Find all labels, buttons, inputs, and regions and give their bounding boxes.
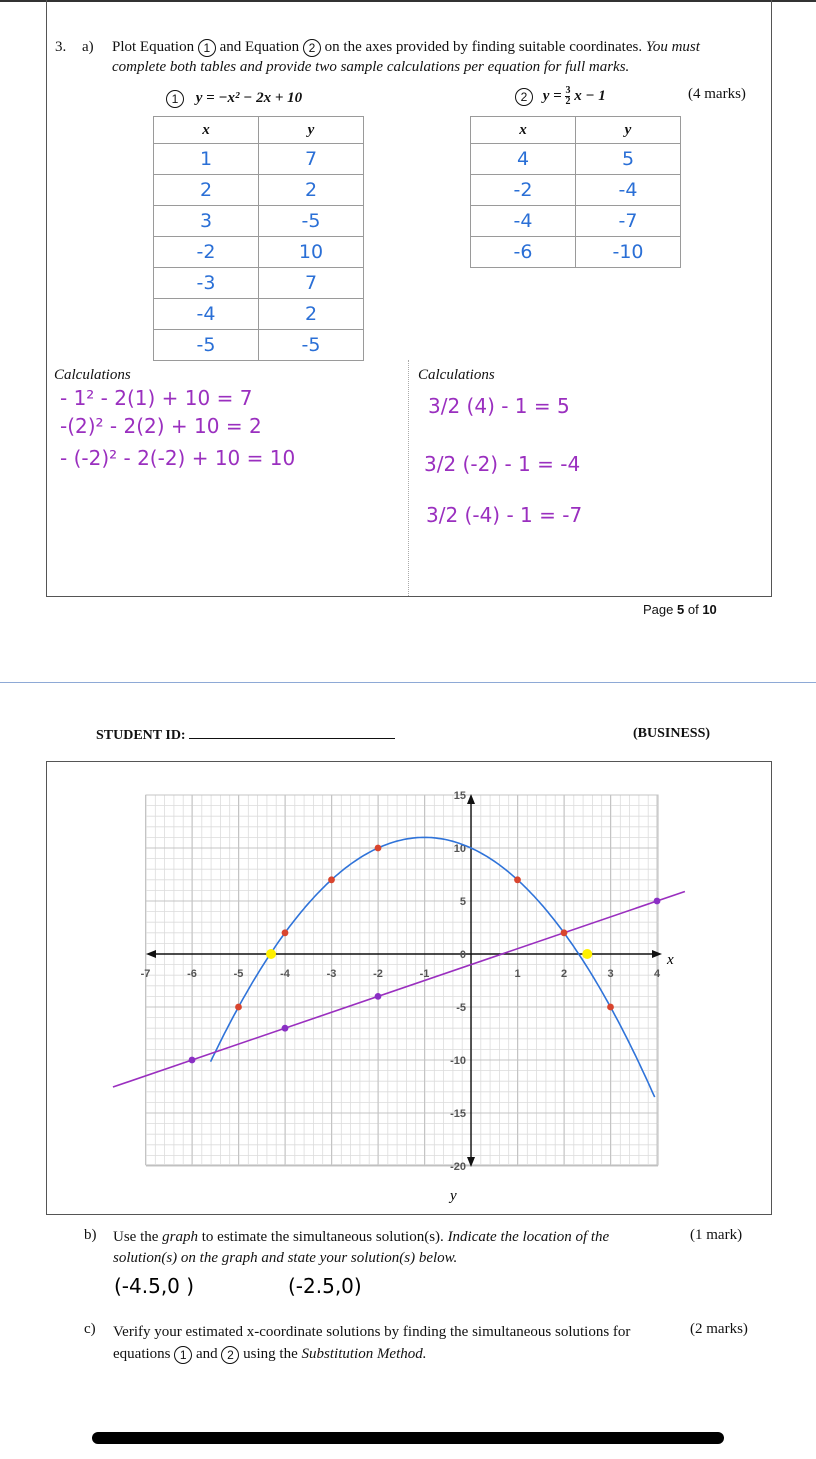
- part-b-text: [113, 1227, 673, 1269]
- table-eq2-header-y: y: [576, 117, 681, 144]
- marks-a: (4 marks): [688, 86, 746, 102]
- page-number: 5: [677, 602, 685, 617]
- eq2-equation-suffix: x − 1: [574, 87, 606, 104]
- part-b-answer-1: (-4.5,0 ): [114, 1274, 195, 1298]
- x-tick-label: -5: [233, 968, 244, 980]
- table1-cell-y: -5: [259, 206, 364, 237]
- part-c-text: [113, 1321, 673, 1365]
- part-b-graph-word: graph: [162, 1229, 198, 1245]
- calc-label-right: Calculations: [418, 367, 495, 383]
- part-a-text-1: Plot Equation: [112, 39, 195, 55]
- table1-cell-x: -4: [154, 299, 259, 330]
- calc-left-2: -(2)² - 2(2) + 10 = 2: [60, 414, 262, 438]
- eq2-frac-den: 2: [565, 96, 571, 107]
- x-tick-label: 4: [653, 968, 661, 980]
- calc-left-3: - (-2)² - 2(-2) + 10 = 10: [60, 446, 296, 470]
- x-tick-label: -4: [280, 968, 290, 980]
- parabola-point: [328, 876, 335, 883]
- y-tick-label: -15: [450, 1108, 466, 1120]
- table-eq2-header-x: x: [471, 117, 576, 144]
- x-tick-label: -6: [187, 968, 197, 980]
- y-tick-label: 5: [459, 896, 466, 908]
- part-b-text-1: Use the: [113, 1229, 159, 1245]
- calc-right-1: 3/2 (4) - 1 = 5: [428, 394, 570, 418]
- eq2-heading-circle: 2: [515, 88, 533, 106]
- table1-cell-y: 7: [259, 144, 364, 175]
- eq1-heading-circle: 1: [166, 90, 184, 108]
- parabola-point: [514, 876, 521, 883]
- line-point: [282, 1025, 289, 1032]
- part-c-method: Substitution Method.: [301, 1346, 427, 1362]
- x-tick-label: -7: [140, 968, 151, 980]
- part-c-eq2-circle: 2: [221, 1346, 239, 1364]
- table2-cell-x: -2: [471, 175, 576, 206]
- table2-cell-y: -4: [576, 175, 681, 206]
- x-tick-label: -3: [326, 968, 337, 980]
- table2-cell-x: -6: [471, 237, 576, 268]
- table1-cell-y: -5: [259, 330, 364, 361]
- page-total: 10: [702, 602, 717, 617]
- x-axis-label: x: [667, 952, 674, 968]
- part-b-marks: (1 mark): [690, 1227, 743, 1243]
- table1-cell-x: -2: [154, 237, 259, 268]
- graph-grid-frame: [146, 795, 658, 1165]
- calc-right-3: 3/2 (-4) - 1 = -7: [426, 503, 583, 527]
- table-eq1-header-y: y: [259, 117, 364, 144]
- eq2-circle: 2: [303, 39, 321, 57]
- y-tick-label: 15: [453, 790, 466, 802]
- calc-right-2: 3/2 (-2) - 1 = -4: [424, 452, 581, 476]
- x-tick-label: 2: [560, 968, 568, 980]
- table1-cell-x: -3: [154, 268, 259, 299]
- part-c-marks: (2 marks): [690, 1321, 748, 1337]
- part-b-text-2: to estimate the simultaneous solution(s).: [201, 1229, 444, 1245]
- eq1-circle: 1: [198, 39, 216, 57]
- table2-cell-y: -7: [576, 206, 681, 237]
- part-c-text-1: Verify your estimated x-coordinate solutions by finding the simultaneous solutions for equations: [113, 1324, 631, 1362]
- part-c-and: and: [196, 1346, 218, 1362]
- part-a-instructions: You must complete both tables and provide two sample calculations per equation for full marks.: [112, 39, 700, 75]
- solution-point: [266, 949, 276, 959]
- eq2-equation-prefix: y =: [542, 87, 562, 104]
- calc-left-1: - 1² - 2(1) + 10 = 7: [60, 386, 253, 410]
- table1-cell-y: 7: [259, 268, 364, 299]
- y-tick-label: -20: [450, 1161, 466, 1173]
- eq2-frac-num: 3: [565, 85, 571, 96]
- table1-cell-y: 2: [259, 175, 364, 206]
- bottom-scroll-bar[interactable]: [92, 1432, 724, 1444]
- solution-point: [582, 949, 592, 959]
- table1-cell-x: 3: [154, 206, 259, 237]
- table1-cell-x: 2: [154, 175, 259, 206]
- y-tick-label: -5: [456, 1002, 466, 1014]
- page-prefix: Page: [643, 602, 674, 617]
- table2-cell-y: 5: [576, 144, 681, 175]
- table1-cell-y: 2: [259, 299, 364, 330]
- part-b-answer-2: (-2.5,0): [288, 1274, 362, 1298]
- y-tick-label: -10: [450, 1055, 466, 1067]
- line-point: [189, 1057, 196, 1064]
- part-a-text-2: on the axes provided by finding suitable coordinates.: [324, 39, 643, 55]
- x-tick-label: -2: [373, 968, 383, 980]
- student-id-text: STUDENT ID:: [96, 728, 186, 743]
- table1-cell-x: 1: [154, 144, 259, 175]
- part-c-label: c): [84, 1321, 96, 1337]
- table2-cell-x: -4: [471, 206, 576, 237]
- line-point: [654, 898, 661, 905]
- table2-cell-y: -10: [576, 237, 681, 268]
- table2-cell-x: 4: [471, 144, 576, 175]
- y-axis-label: y: [450, 1188, 457, 1204]
- parabola-point: [375, 845, 382, 852]
- calc-label-left: Calculations: [54, 367, 131, 383]
- part-c-eq1-circle: 1: [174, 1346, 192, 1364]
- table-eq1-header-x: x: [154, 117, 259, 144]
- page-of: of: [687, 602, 699, 617]
- business-label: (BUSINESS): [633, 726, 711, 741]
- y-tick-label: 0: [459, 949, 466, 961]
- x-tick-label: -1: [419, 968, 430, 980]
- parabola-point: [607, 1004, 614, 1011]
- part-c-text-2: using the: [243, 1346, 298, 1362]
- x-tick-label: 1: [514, 968, 521, 980]
- parabola-point: [282, 929, 289, 936]
- part-b-instructions: Indicate the location of the solution(s) on the graph and state your solution(s) below.: [113, 1229, 610, 1266]
- x-tick-label: 3: [607, 968, 614, 980]
- part-a-label: a): [82, 39, 94, 55]
- y-tick-label: 10: [453, 843, 466, 855]
- part-b-label: b): [84, 1227, 97, 1243]
- table1-cell-y: 10: [259, 237, 364, 268]
- line-point: [375, 993, 382, 1000]
- table1-cell-x: -5: [154, 330, 259, 361]
- parabola-point: [561, 929, 568, 936]
- and-equation-text: and Equation: [219, 39, 300, 55]
- question-number: 3.: [55, 39, 67, 55]
- eq1-equation: y = −x² − 2x + 10: [195, 90, 303, 107]
- parabola-point: [235, 1004, 242, 1011]
